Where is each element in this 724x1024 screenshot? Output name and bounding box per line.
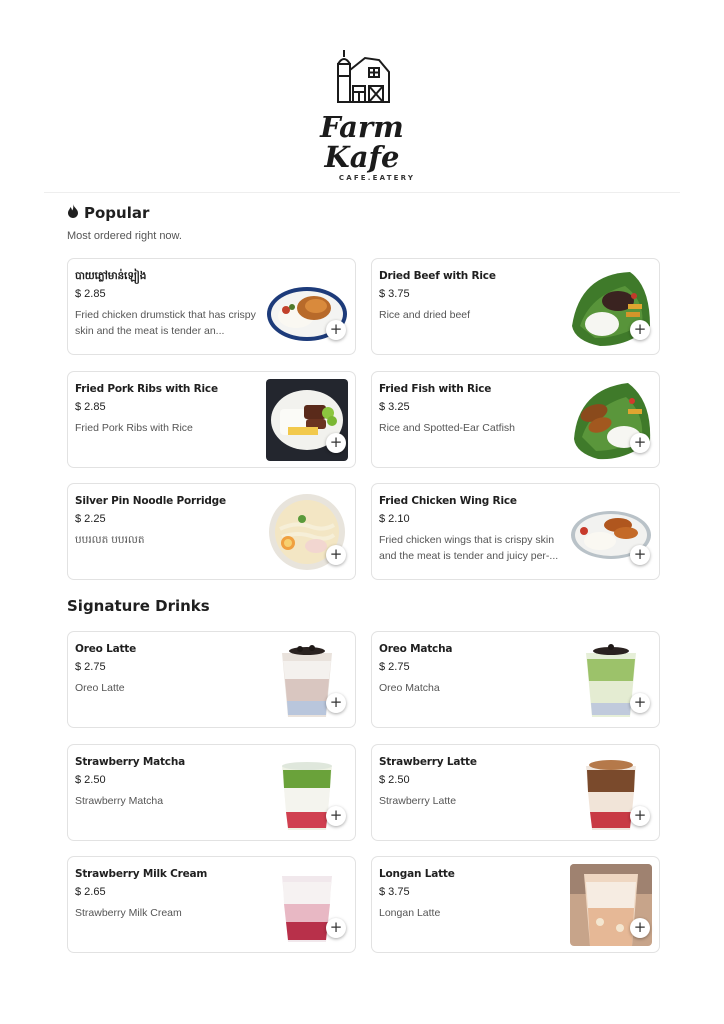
item-description: បបរលត បបរលត — [75, 534, 145, 546]
fire-icon — [67, 204, 79, 222]
item-name: Strawberry Milk Cream — [75, 868, 208, 880]
item-price: $ 2.75 — [379, 661, 410, 673]
menu-item-card[interactable] — [371, 744, 660, 841]
add-to-cart-button[interactable]: + — [630, 545, 650, 565]
item-price: $ 2.85 — [75, 401, 106, 413]
menu-item-card[interactable] — [371, 631, 660, 728]
item-description: Fried chicken wings that is crispy skin and the meat is tender and juicy per-... — [379, 534, 559, 562]
add-to-cart-button[interactable]: + — [630, 433, 650, 453]
brand-name: Farm Kafe — [320, 110, 404, 174]
menu-item-card[interactable] — [371, 483, 660, 580]
item-description: Strawberry Milk Cream — [75, 907, 182, 919]
section-subtitle-popular: Most ordered right now. — [67, 230, 182, 242]
item-description: Strawberry Latte — [379, 795, 457, 807]
item-name: បាយភ្លៅមាន់ឡៀង — [75, 270, 147, 282]
add-to-cart-button[interactable]: + — [326, 693, 346, 713]
item-description: Fried chicken drumstick that has crispy skin and the meat is tender an... — [75, 309, 256, 337]
add-to-cart-button[interactable]: + — [630, 693, 650, 713]
item-name: Oreo Latte — [75, 643, 137, 655]
menu-item-card[interactable] — [67, 856, 356, 953]
item-description: Oreo Latte — [75, 682, 125, 694]
menu-item-card[interactable] — [67, 744, 356, 841]
item-name: Strawberry Matcha — [75, 756, 185, 768]
item-price: $ 2.50 — [75, 774, 106, 786]
item-price: $ 2.25 — [75, 513, 106, 525]
item-price: $ 2.10 — [379, 513, 410, 525]
menu-item-card[interactable] — [371, 371, 660, 468]
add-to-cart-button[interactable]: + — [326, 433, 346, 453]
add-to-cart-button[interactable]: + — [326, 320, 346, 340]
section-title-signature-drinks: Signature Drinks — [67, 597, 210, 615]
add-to-cart-button[interactable]: + — [630, 918, 650, 938]
item-name: Longan Latte — [379, 868, 455, 880]
item-description: Rice and dried beef — [379, 309, 471, 321]
item-name: Dried Beef with Rice — [379, 270, 496, 282]
header — [44, 0, 680, 193]
menu-item-card[interactable] — [67, 258, 356, 355]
item-name: Silver Pin Noodle Porridge — [75, 495, 226, 507]
item-price: $ 3.25 — [379, 401, 410, 413]
item-price: $ 2.65 — [75, 886, 106, 898]
add-to-cart-button[interactable]: + — [326, 918, 346, 938]
item-description: Oreo Matcha — [379, 682, 440, 694]
section-title-popular — [67, 204, 149, 222]
item-price: $ 3.75 — [379, 886, 410, 898]
add-to-cart-button[interactable]: + — [326, 806, 346, 826]
barn-logo-icon — [331, 48, 393, 106]
item-description: Fried Pork Ribs with Rice — [75, 422, 193, 434]
item-price: $ 2.85 — [75, 288, 106, 300]
menu-item-card[interactable] — [67, 371, 356, 468]
item-description: Strawberry Matcha — [75, 795, 164, 807]
item-description: Longan Latte — [379, 907, 441, 919]
menu-item-card[interactable] — [371, 856, 660, 953]
brand-logo[interactable] — [287, 48, 437, 182]
item-name: Fried Chicken Wing Rice — [379, 495, 517, 507]
menu-item-card[interactable] — [371, 258, 660, 355]
item-name: Fried Pork Ribs with Rice — [75, 383, 218, 395]
item-description: Rice and Spotted-Ear Catfish — [379, 422, 515, 434]
menu-item-card[interactable] — [67, 483, 356, 580]
add-to-cart-button[interactable]: + — [630, 320, 650, 340]
add-to-cart-button[interactable]: + — [326, 545, 346, 565]
menu-item-card[interactable] — [67, 631, 356, 728]
item-name: Fried Fish with Rice — [379, 383, 492, 395]
item-price: $ 2.50 — [379, 774, 410, 786]
brand-tagline: CAFE.EATERY — [338, 174, 416, 182]
section-title-popular-text: Popular — [84, 204, 150, 222]
item-name: Strawberry Latte — [379, 756, 477, 768]
item-name: Oreo Matcha — [379, 643, 453, 655]
item-price: $ 2.75 — [75, 661, 106, 673]
item-price: $ 3.75 — [379, 288, 410, 300]
add-to-cart-button[interactable]: + — [630, 806, 650, 826]
